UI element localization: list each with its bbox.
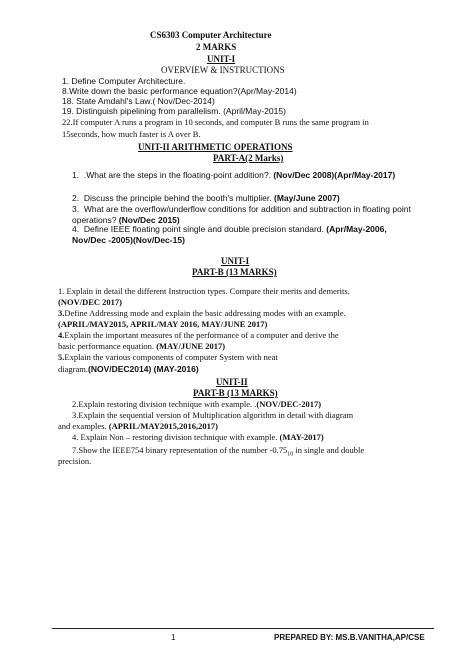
partb2-q4: 4. Explain Non – restoring division technique with example. (MAY-2017) bbox=[72, 432, 324, 442]
partb1-q3: 3.Define Addressing mode and explain the basic addressing modes with an example. bbox=[58, 308, 346, 318]
partb2-heading: PART-B (13 MARKS) bbox=[193, 388, 278, 398]
partb1-unit: UNIT-I bbox=[221, 256, 250, 266]
unit2-question-1: 1. .What are the steps in the floating-point addition?. (Nov/Dec 2008)(Apr/May-2017) bbox=[72, 170, 396, 180]
question-1: 1. Define Computer Architecture. bbox=[62, 76, 186, 86]
question-22-line1: 22.If computer A runs a program in 10 seconds, and computer B runs the same program in bbox=[62, 117, 369, 127]
partb1-q4-line2: basic performance equation. (MAY/JUNE 2017) bbox=[58, 341, 226, 351]
unit2-heading: UNIT-II ARITHMETIC OPERATIONS bbox=[138, 142, 293, 152]
partb2-q3: 3.Explain the sequential version of Multiplication algorithm in detail with diagram bbox=[72, 410, 354, 420]
partb2-q7: 7.Show the IEEE754 binary representation of the number $-0.75_{10}$ in single and double bbox=[72, 445, 365, 458]
unit2-part-a: PART-A(2 Marks) bbox=[213, 153, 284, 163]
partb1-q3-tag: (APRIL/MAY2015, APRIL/MAY 2016, MAY/JUNE 2017) bbox=[58, 319, 268, 329]
question-22-line2: 15seconds, how much faster is A over B. bbox=[62, 129, 201, 139]
partb2-q2: 2.Explain restoring division technique with example. .(NOV/DEC-2017) bbox=[72, 399, 322, 409]
partb1-heading: PART-B (13 MARKS) bbox=[192, 267, 277, 277]
partb1-q4: 4.Explain the important measures of the performance of a computer and derive the bbox=[58, 330, 339, 340]
partb1-q5: 5.Explain the various components of computer System with neat bbox=[58, 352, 278, 362]
footer-rule bbox=[52, 628, 434, 629]
question-18: 18. State Amdahl's Law.( Nov/Dec-2014) bbox=[62, 96, 215, 106]
overview-heading: OVERVIEW & INSTRUCTIONS bbox=[161, 65, 285, 75]
marks-heading: 2 MARKS bbox=[196, 42, 237, 52]
prepared-by: PREPARED BY: MS.B.VANITHA,AP/CSE bbox=[274, 633, 425, 642]
partb2-q7-line2: precision. bbox=[58, 456, 92, 466]
unit2-question-4: 4. Define IEEE floating point single and double precision standard. (Apr/May-2006, Nov/Dec -2005)(Nov/Dec-15) bbox=[72, 224, 387, 245]
unit2-question-3: 3. What are the overflow/underflow conditions for addition and subtraction in floating point operations? (Nov/Dec 2015) bbox=[72, 204, 411, 225]
unit1-heading: UNIT-I bbox=[207, 54, 236, 64]
course-title: CS6303 Computer Architecture bbox=[150, 30, 272, 40]
question-8: 8.Write down the basic performance equation?(Apr/May-2014) bbox=[62, 86, 297, 96]
partb2-q3-line2: and examples. (APRIL/MAY2015,2016,2017) bbox=[58, 421, 218, 431]
unit2-question-2: 2. Discuss the principle behind the booth's multiplier. (May/June 2007) bbox=[72, 193, 340, 203]
partb1-q1-tag: (NOV/DEC 2017) bbox=[58, 297, 122, 307]
page-number: 1 bbox=[171, 633, 176, 642]
partb1-q5-line2: diagram.(NOV/DEC2014) (MAY-2016) bbox=[58, 364, 199, 374]
partb2-unit: UNIT-II bbox=[216, 377, 248, 387]
question-19: 19. Distinguish pipelining from parallelism. (April/May-2015) bbox=[62, 106, 286, 116]
partb1-q1: 1. Explain in detail the different Instruction types. Compare their merits and demerits. bbox=[58, 286, 350, 296]
